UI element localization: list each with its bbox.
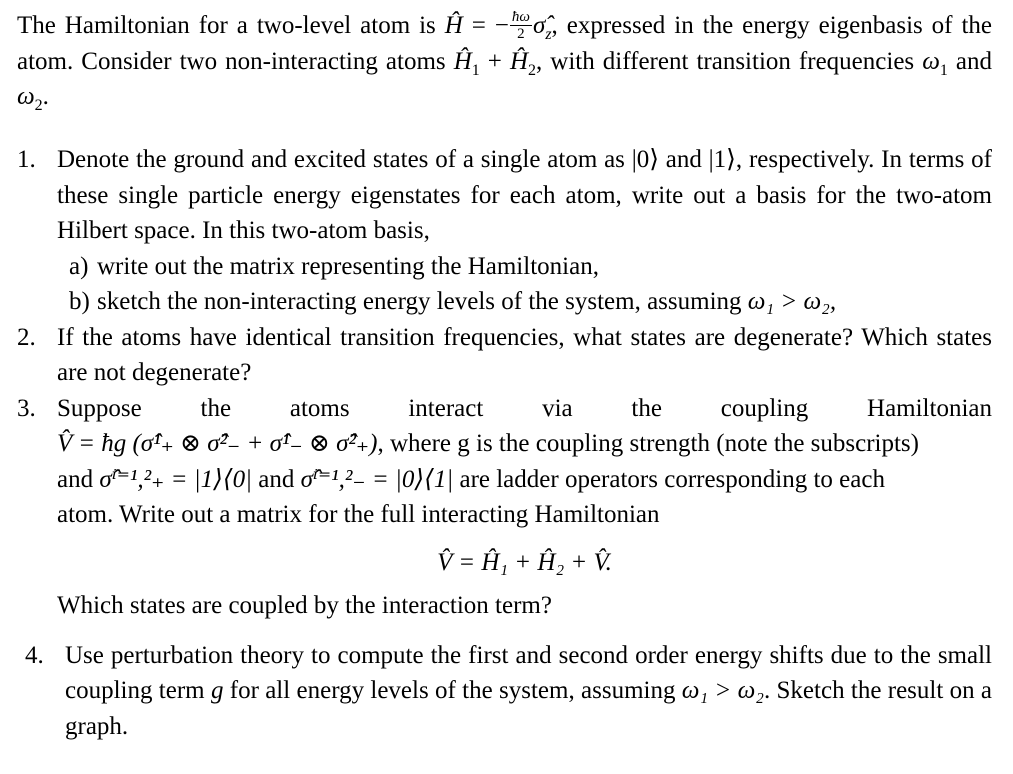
question-3-line-3 xyxy=(57,462,992,498)
question-4 xyxy=(17,638,992,745)
sigma-z-subscript: z xyxy=(545,26,552,43)
h1-symbol: Ĥ xyxy=(453,47,472,75)
hbar-omega-fraction xyxy=(510,9,532,42)
question-1a xyxy=(17,249,992,285)
omega2-symbol: ω xyxy=(17,83,35,111)
text-fragment: and xyxy=(57,465,100,493)
question-number: 2. xyxy=(17,323,36,351)
intro-paragraph xyxy=(17,8,992,115)
intro-text-b: , expressed in the energy eigenbasis of the atom. Consider two non-interacting atoms xyxy=(17,12,992,75)
word: atoms xyxy=(289,394,350,422)
word: the xyxy=(200,394,232,422)
intro-text-c: , with different transition frequencies xyxy=(536,47,923,75)
intro-period: . xyxy=(42,83,49,111)
subquestion-text: sketch the non-interacting energy levels of the system, assuming xyxy=(97,288,748,315)
hamiltonian-symbol: Ĥ xyxy=(444,12,463,39)
fraction-denominator: 2 xyxy=(517,25,525,42)
omega-inequality: ω₁ > ω₂ xyxy=(681,677,764,704)
question-text: If the atoms have identical transition frequencies, what states are degenerate? Which states are not degenerate? xyxy=(57,323,992,386)
text-fragment: and xyxy=(251,465,301,493)
h2-symbol: Ĥ xyxy=(509,47,529,75)
question-number: 1. xyxy=(17,146,36,173)
h1-subscript: 1 xyxy=(471,61,480,79)
and-word: and xyxy=(947,47,993,75)
question-number: 3. xyxy=(17,394,36,422)
formula-description: , where g is the coupling strength (note the subscripts) xyxy=(377,430,919,457)
word: via xyxy=(542,394,573,422)
sigma-z-symbol: σ̂ xyxy=(532,12,546,39)
question-text: Use perturbation theory to compute the first and second order energy shifts due to the small coupling term xyxy=(65,641,992,704)
question-3 xyxy=(17,391,992,624)
subquestion-label: a) xyxy=(69,252,89,280)
omega1-symbol: ω xyxy=(922,47,940,75)
omega-inequality: ω₁ > ω₂, xyxy=(747,288,837,315)
question-text: for all energy levels of the system, assuming xyxy=(223,677,682,704)
word: the xyxy=(631,394,662,422)
question-3-line-1 xyxy=(57,391,992,427)
coupling-hamiltonian-formula: V̂ = ħg (σ̂¹₊ ⊗ σ̂²₋ + σ̂¹₋ ⊗ σ̂²₊) xyxy=(57,430,378,457)
question-1 xyxy=(17,142,992,249)
word: Hamiltonian xyxy=(867,394,992,422)
subquestion-label: b) xyxy=(69,288,90,315)
raising-operator-formula: σ̂ⁱ⁼¹,²₊ = |1⟩⟨0| xyxy=(99,465,252,493)
question-list xyxy=(17,142,992,744)
omega1-subscript: 1 xyxy=(939,61,948,79)
question-text: Denote the ground and excited states of a single atom as |0⟩ and |1⟩, respectively. In terms of these single particle energy eigenstates for each atom, write out a basis for the two-atom Hilbert space. In this two-atom basis, xyxy=(57,146,992,244)
subquestion-text: write out the matrix representing the Hamiltonian, xyxy=(97,252,599,280)
fraction-numerator: ħω xyxy=(511,8,530,25)
omega2-subscript: 2 xyxy=(34,97,43,115)
h2-subscript: 2 xyxy=(528,61,537,79)
word: coupling xyxy=(720,394,809,422)
spacer xyxy=(17,624,992,638)
coupling-g: g xyxy=(210,677,224,704)
question-number: 4. xyxy=(25,641,44,669)
question-3-followup: Which states are coupled by the interaction term? xyxy=(57,592,552,619)
full-hamiltonian-equation: V̂ = Ĥ₁ + Ĥ₂ + V̂. xyxy=(437,548,612,576)
lowering-operator-formula: σ̂ⁱ⁼¹,²₋ = |0⟩⟨1| xyxy=(300,465,454,493)
intro-text-a: The Hamiltonian for a two-level atom is xyxy=(17,12,445,39)
question-3-line-2 xyxy=(57,426,992,462)
word: Suppose xyxy=(57,394,142,422)
equals-minus: = − xyxy=(462,12,509,39)
word: interact xyxy=(408,394,484,422)
question-text: . Sketch the result on a graph. xyxy=(65,677,992,740)
text-fragment: are ladder operators corresponding to each xyxy=(453,465,885,493)
question-1b xyxy=(17,284,992,320)
question-2 xyxy=(17,320,992,391)
plus-sign: + xyxy=(479,47,510,75)
question-3-line-4: atom. Write out a matrix for the full interacting Hamiltonian xyxy=(57,501,660,528)
